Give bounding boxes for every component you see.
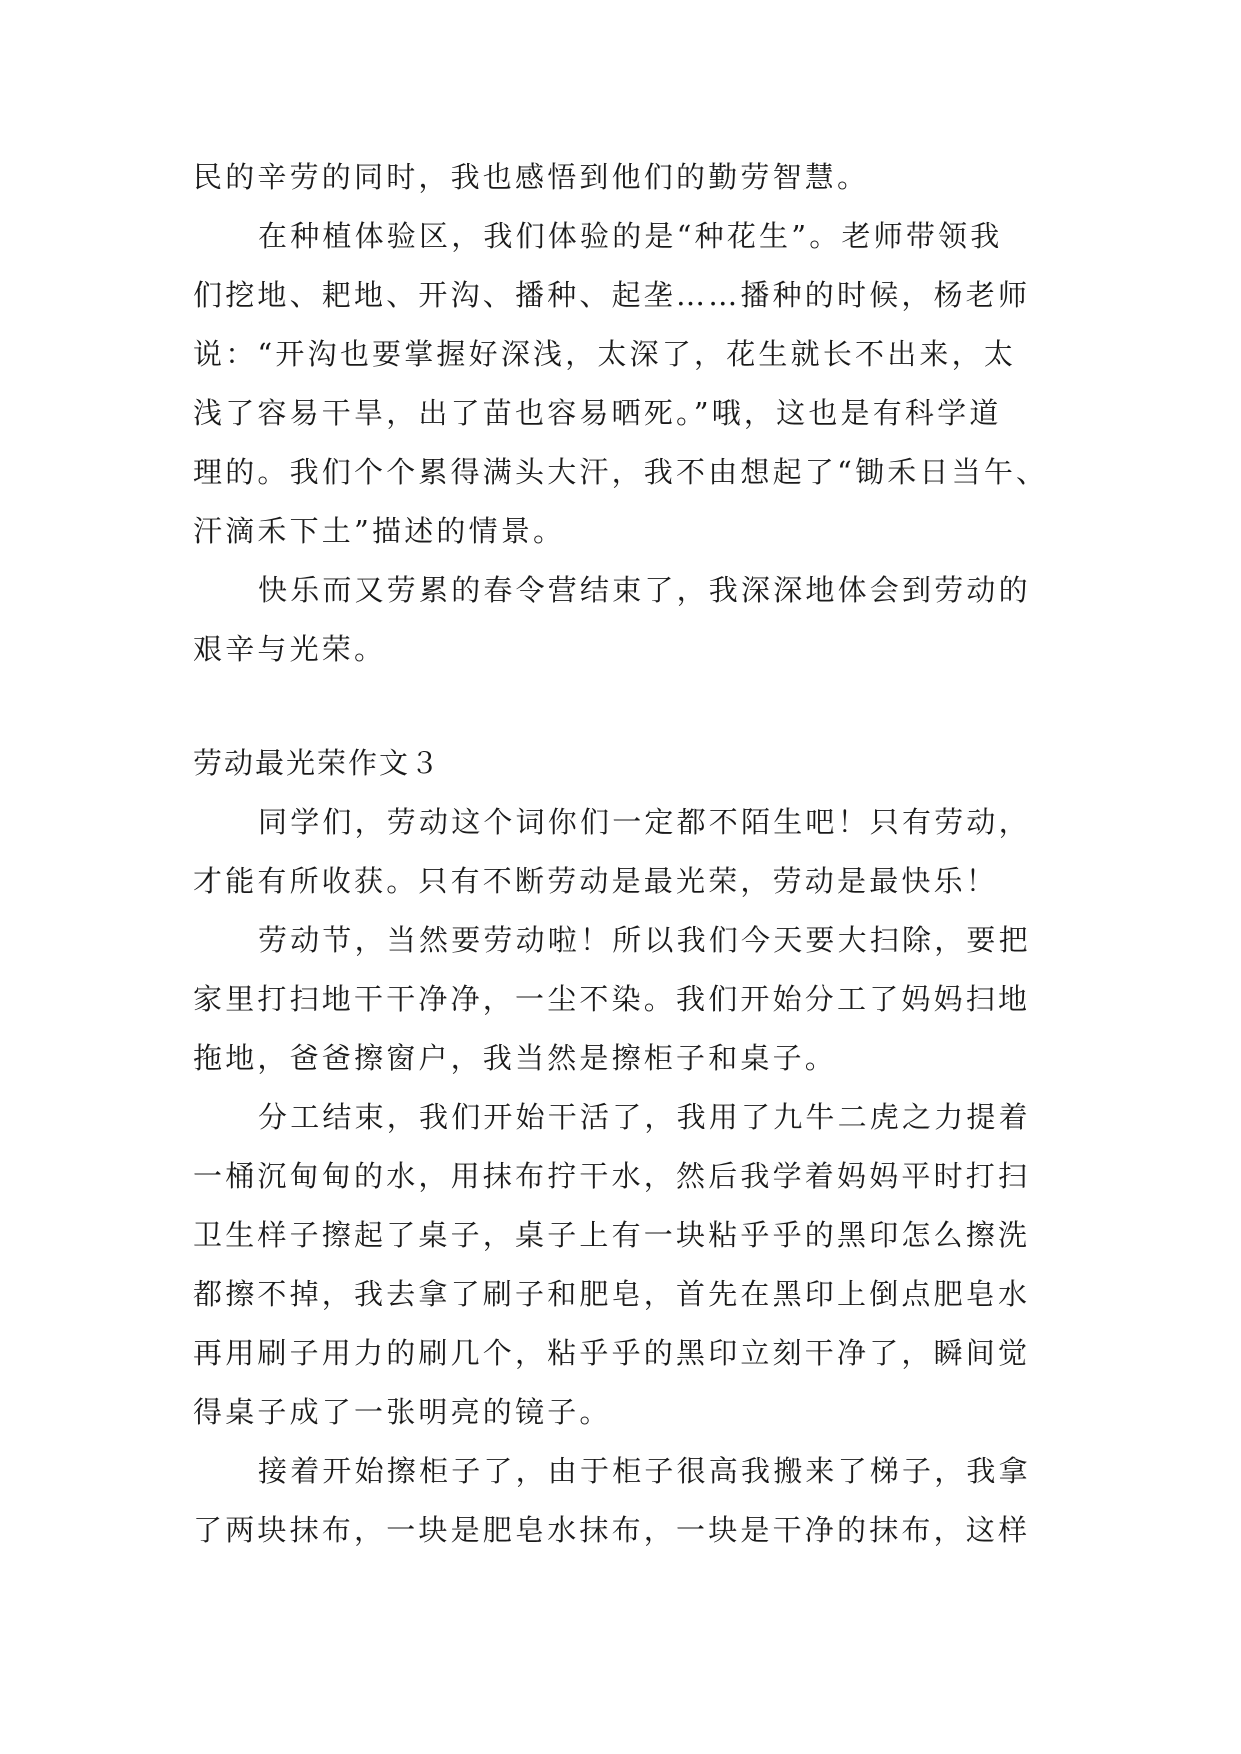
paragraph-conclusion [193,561,1053,679]
text-line: 拖地，爸爸擦窗户，我当然是擦柜子和桌子。 [193,1041,838,1075]
text-line: 艰辛与光荣。 [193,632,387,666]
text-line: 接着开始擦柜子了，由于柜子很高我搬来了梯子，我拿 [258,1454,1031,1488]
document-body [193,148,1053,1560]
text-line: 了两块抹布，一块是肥皂水抹布，一块是干净的抹布，这样 [193,1513,1031,1547]
section-gap [193,679,1053,733]
essay3-paragraph-4 [193,1442,1053,1560]
essay3-paragraph-2 [193,911,1053,1088]
text-line: 们挖地、耙地、开沟、播种、起垄……播种的时候，杨老师 [193,278,1031,312]
text-line: 汗滴禾下土”描述的情景。 [193,514,566,548]
text-line: 都擦不掉，我去拿了刷子和肥皂，首先在黑印上倒点肥皂水 [193,1277,1031,1311]
text-line: 民的辛劳的同时，我也感悟到他们的勤劳智慧。 [193,160,870,194]
text-line: 快乐而又劳累的春令营结束了，我深深地体会到劳动的 [258,573,1031,607]
text-line: 在种植体验区，我们体验的是“种花生”。老师带领我 [258,219,1003,253]
text-line: 再用刷子用力的刷几个，粘乎乎的黑印立刻干净了，瞬间觉 [193,1336,1031,1370]
text-line: 才能有所收获。只有不断劳动是最光荣，劳动是最快乐！ [193,864,999,898]
paragraph-planting [193,207,1053,561]
essay-title: 劳动最光荣作文３ [193,746,442,780]
text-line: 说：“开沟也要掌握好深浅，太深了，花生就长不出来，太 [193,337,1017,371]
text-line: 卫生样子擦起了桌子，桌子上有一块粘乎乎的黑印怎么擦洗 [193,1218,1031,1252]
text-line: 得桌子成了一张明亮的镜子。 [193,1395,612,1429]
text-line: 浅了容易干旱，出了苗也容易晒死。”哦，这也是有科学道 [193,396,1002,430]
paragraph-continuation [193,148,1053,207]
text-line: 一桶沉甸甸的水，用抹布拧干水，然后我学着妈妈平时打扫 [193,1159,1031,1193]
essay3-paragraph-3 [193,1088,1053,1442]
essay3-paragraph-1 [193,793,1053,911]
text-line: 同学们，劳动这个词你们一定都不陌生吧！只有劳动， [258,805,1031,839]
text-line: 家里打扫地干干净净，一尘不染。我们开始分工了妈妈扫地 [193,982,1031,1016]
text-line: 理的。我们个个累得满头大汗，我不由想起了“锄禾日当午、 [193,455,1049,489]
text-line: 劳动节，当然要劳动啦！所以我们今天要大扫除，要把 [258,923,1031,957]
text-line: 分工结束，我们开始干活了，我用了九牛二虎之力提着 [258,1100,1031,1134]
